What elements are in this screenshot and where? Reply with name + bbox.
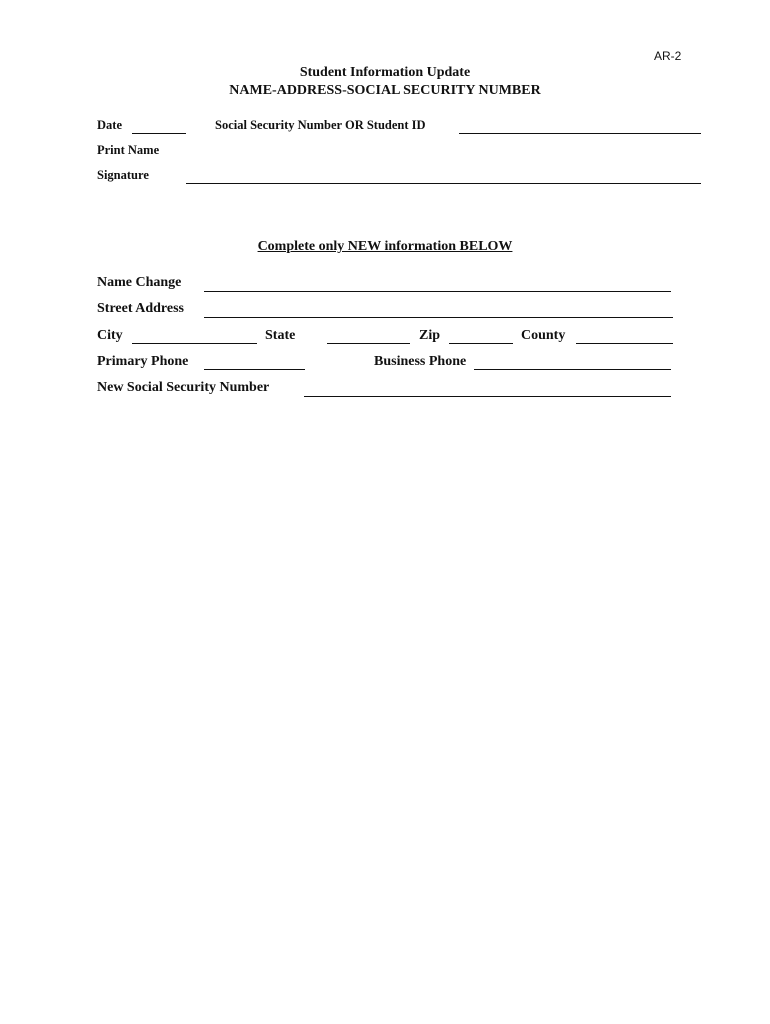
name-change-field[interactable] — [204, 291, 671, 292]
state-label: State — [265, 328, 296, 343]
street-address-label: Street Address — [97, 301, 184, 316]
date-label: Date — [97, 118, 122, 132]
form-subtitle: NAME-ADDRESS-SOCIAL SECURITY NUMBER — [229, 83, 541, 98]
instruction-heading: Complete only NEW information BELOW — [257, 239, 513, 254]
primary-phone-label: Primary Phone — [97, 354, 189, 369]
new-ssn-label: New Social Security Number — [97, 380, 270, 395]
signature-field[interactable] — [186, 183, 701, 184]
county-field[interactable] — [576, 343, 673, 344]
signature-label: Signature — [97, 168, 149, 182]
ssn-label: Social Security Number OR Student ID — [215, 118, 426, 132]
state-field[interactable] — [327, 343, 410, 344]
primary-phone-field[interactable] — [204, 369, 305, 370]
street-address-field[interactable] — [204, 317, 673, 318]
business-phone-field[interactable] — [474, 369, 671, 370]
new-ssn-field[interactable] — [304, 396, 671, 397]
county-label: County — [521, 328, 566, 343]
date-field[interactable] — [132, 133, 186, 134]
business-phone-label: Business Phone — [374, 354, 467, 369]
form-title: Student Information Update — [299, 65, 471, 80]
zip-field[interactable] — [449, 343, 513, 344]
city-field[interactable] — [132, 343, 257, 344]
zip-label: Zip — [419, 328, 441, 343]
form-code: AR-2 — [654, 49, 682, 63]
print-name-label: Print Name — [97, 143, 160, 157]
name-change-label: Name Change — [97, 275, 182, 290]
print-name-field[interactable] — [190, 143, 700, 159]
ssn-field[interactable] — [459, 133, 701, 134]
city-label: City — [97, 328, 123, 343]
